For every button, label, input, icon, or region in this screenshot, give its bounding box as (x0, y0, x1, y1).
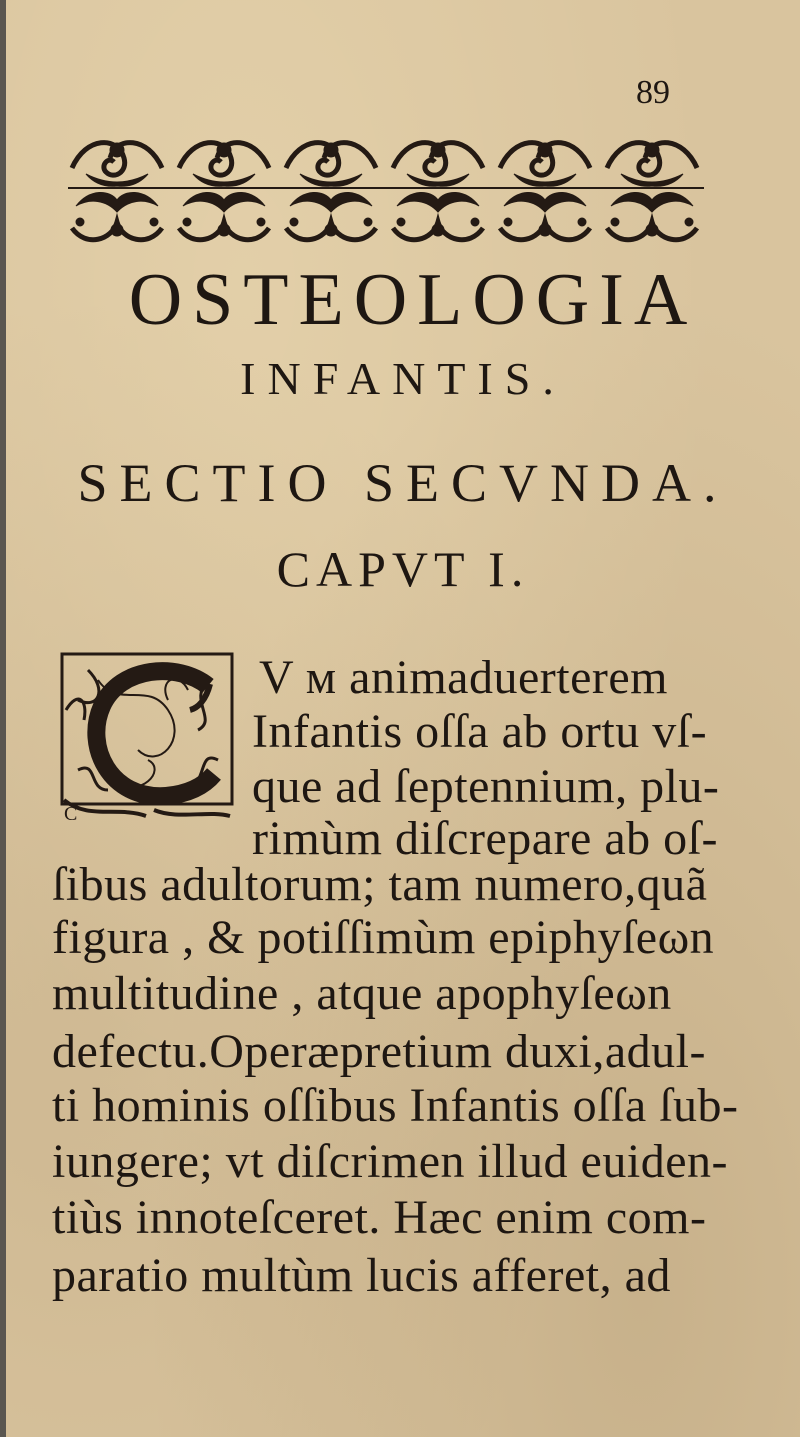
text-line-8: defectu.Operæpretium duxi,adul- (52, 1025, 706, 1078)
text-line-4: rimùm diſcrepare ab oſ- (252, 812, 718, 865)
main-title: OSTEOLOGIA (128, 259, 698, 341)
text-line-9: ti hominis oſſibus Infantis oſſa ſub- (52, 1079, 739, 1132)
text-line-11: tiùs innoteſceret. Hæc enim com- (52, 1191, 707, 1244)
text-line-6: figura , & potiſſimùm epiphyſeωn (52, 911, 715, 964)
text-line-10: iungere; vt diſcrimen illud euiden- (52, 1135, 728, 1188)
decorated-initial-letter: C (64, 803, 78, 822)
chapter-title: CAPVT I. (276, 541, 530, 597)
decorated-initial-c (58, 650, 236, 822)
text-line-12: paratio multùm lucis afferet, ad (52, 1249, 671, 1302)
subtitle: INFANTIS. (240, 353, 566, 404)
section-title: SECTIO SECVNDA. (77, 453, 729, 513)
text-line-1: V м animaduerterem (259, 651, 669, 704)
text-line-7: multitudine , atque apophyſeωn (52, 967, 672, 1020)
ornamental-headpiece (66, 128, 706, 246)
text-line-3: que ad ſeptennium, plu- (252, 760, 720, 813)
text-line-2: Infantis oſſa ab ortu vſ- (252, 705, 708, 758)
page-number: 89 (636, 74, 670, 111)
text-line-5: ſibus adultorum; tam numero,quã (52, 858, 708, 911)
book-page (6, 0, 800, 1437)
